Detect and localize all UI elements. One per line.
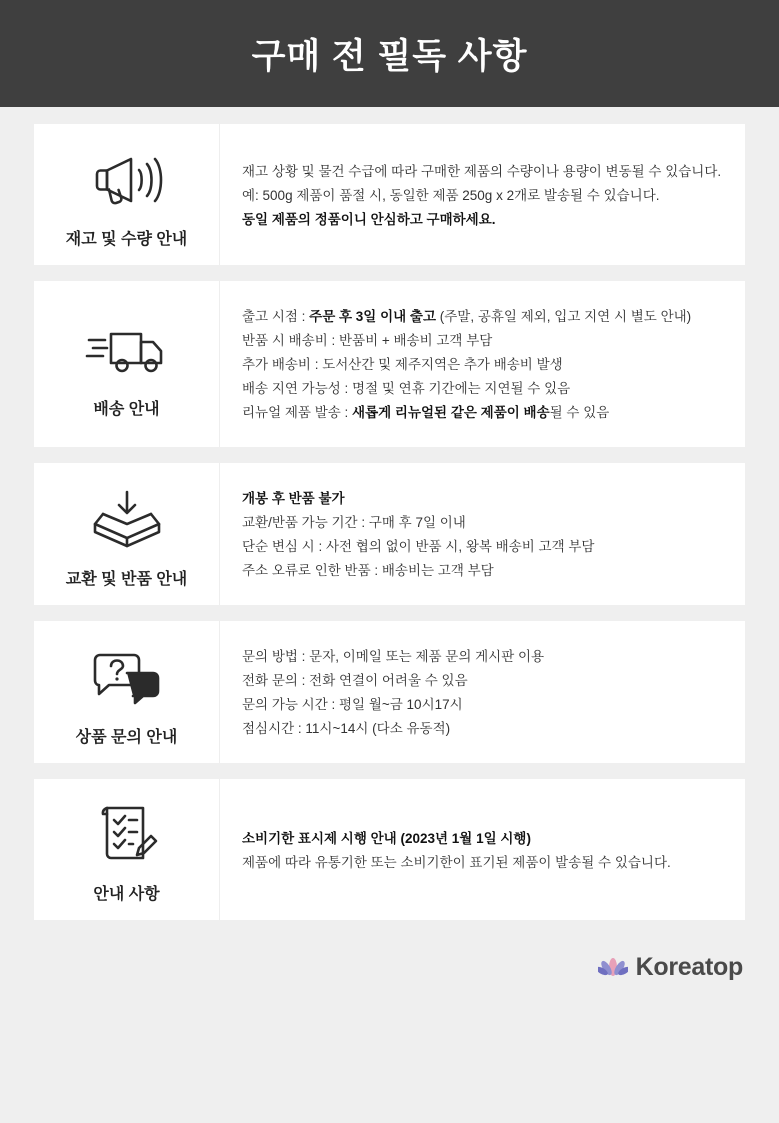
info-line: 예: 500g 제품이 품절 시, 동일한 제품 250g x 2개로 발송될 수 있습니다. — [242, 187, 660, 203]
delivery-truck-icon — [84, 312, 170, 386]
info-line: 전화 문의 : 전화 연결이 어려울 수 있음 — [242, 673, 468, 688]
info-line — [242, 401, 725, 425]
section-icon-column — [34, 463, 220, 605]
section-label: 상품 문의 안내 — [75, 728, 178, 746]
info-line: 배송 지연 가능성 : 명절 및 연휴 기간에는 지연될 수 있음 — [242, 381, 571, 396]
section-icon-column — [34, 621, 220, 763]
checklist-pencil-icon — [84, 797, 170, 871]
info-line-tail: (주말, 공휴일 제외, 입고 지연 시 별도 안내) — [436, 309, 692, 324]
section-icon-column — [34, 281, 220, 447]
page-title: 구매 전 필독 사항 — [251, 36, 528, 76]
megaphone-icon — [84, 142, 170, 216]
section-exchange-return — [34, 463, 745, 605]
info-line-tail: 될 수 있음 — [549, 405, 610, 420]
info-line: 주소 오류로 인한 반품 : 배송비는 고객 부담 — [242, 563, 494, 578]
question-chat-icon — [84, 640, 170, 714]
brand-name: Koreatop — [635, 952, 743, 981]
info-line: 문의 방법 : 문자, 이메일 또는 제품 문의 게시판 이용 — [242, 649, 545, 664]
section-text-column — [220, 281, 745, 447]
section-shipping — [34, 281, 745, 447]
page-footer — [0, 936, 779, 992]
section-icon-column — [34, 124, 220, 265]
sections-container — [0, 107, 779, 920]
info-line: 단순 변심 시 : 사전 협의 없이 반품 시, 왕복 배송비 고객 부담 — [242, 539, 595, 554]
brand-logo — [598, 950, 743, 985]
info-line: 제품에 따라 유통기한 또는 소비기한이 표기된 제품이 발송될 수 있습니다. — [242, 854, 671, 870]
section-text-column — [220, 463, 745, 605]
info-line: 문의 가능 시간 : 평일 월~금 10시17시 — [242, 697, 463, 712]
section-notice — [34, 779, 745, 920]
info-line-head: 출고 시점 : — [242, 309, 310, 324]
section-label: 재고 및 수량 안내 — [65, 231, 188, 248]
info-line-emphasis: 새롭게 리뉴얼된 같은 제품이 배송 — [352, 405, 550, 420]
info-line: 동일 제품의 정품이니 안심하고 구매하세요. — [242, 211, 496, 227]
section-text-column — [220, 779, 745, 920]
info-line-head: 리뉴얼 제품 발송 : — [242, 405, 353, 420]
section-stock-quantity — [34, 124, 745, 265]
section-text-column — [220, 621, 745, 763]
info-line: 점심시간 : 11시~14시 (다소 유동적) — [242, 721, 451, 736]
section-product-inquiry — [34, 621, 745, 763]
info-line: 추가 배송비 : 도서산간 및 제주지역은 추가 배송비 발생 — [242, 357, 563, 372]
info-line: 교환/반품 가능 기간 : 구매 후 7일 이내 — [242, 515, 466, 530]
info-line: 개봉 후 반품 불가 — [242, 491, 345, 506]
info-line: 재고 상황 및 물건 수급에 따라 구매한 제품의 수량이나 용량이 변동될 수 있습니다. — [242, 163, 722, 179]
page-header — [0, 0, 779, 107]
section-label: 안내 사항 — [93, 886, 160, 903]
open-box-icon — [84, 482, 170, 556]
info-line — [242, 305, 725, 329]
section-label: 교환 및 반품 안내 — [65, 570, 188, 588]
info-line-emphasis: 주문 후 3일 이내 출고 — [309, 309, 437, 324]
section-label: 배송 안내 — [93, 400, 160, 418]
section-text-column — [220, 124, 745, 265]
lotus-flower-icon — [598, 950, 628, 985]
info-line: 소비기한 표시제 시행 안내 (2023년 1월 1일 시행) — [242, 830, 531, 846]
info-line: 반품 시 배송비 : 반품비 + 배송비 고객 부담 — [242, 333, 493, 348]
section-icon-column — [34, 779, 220, 920]
